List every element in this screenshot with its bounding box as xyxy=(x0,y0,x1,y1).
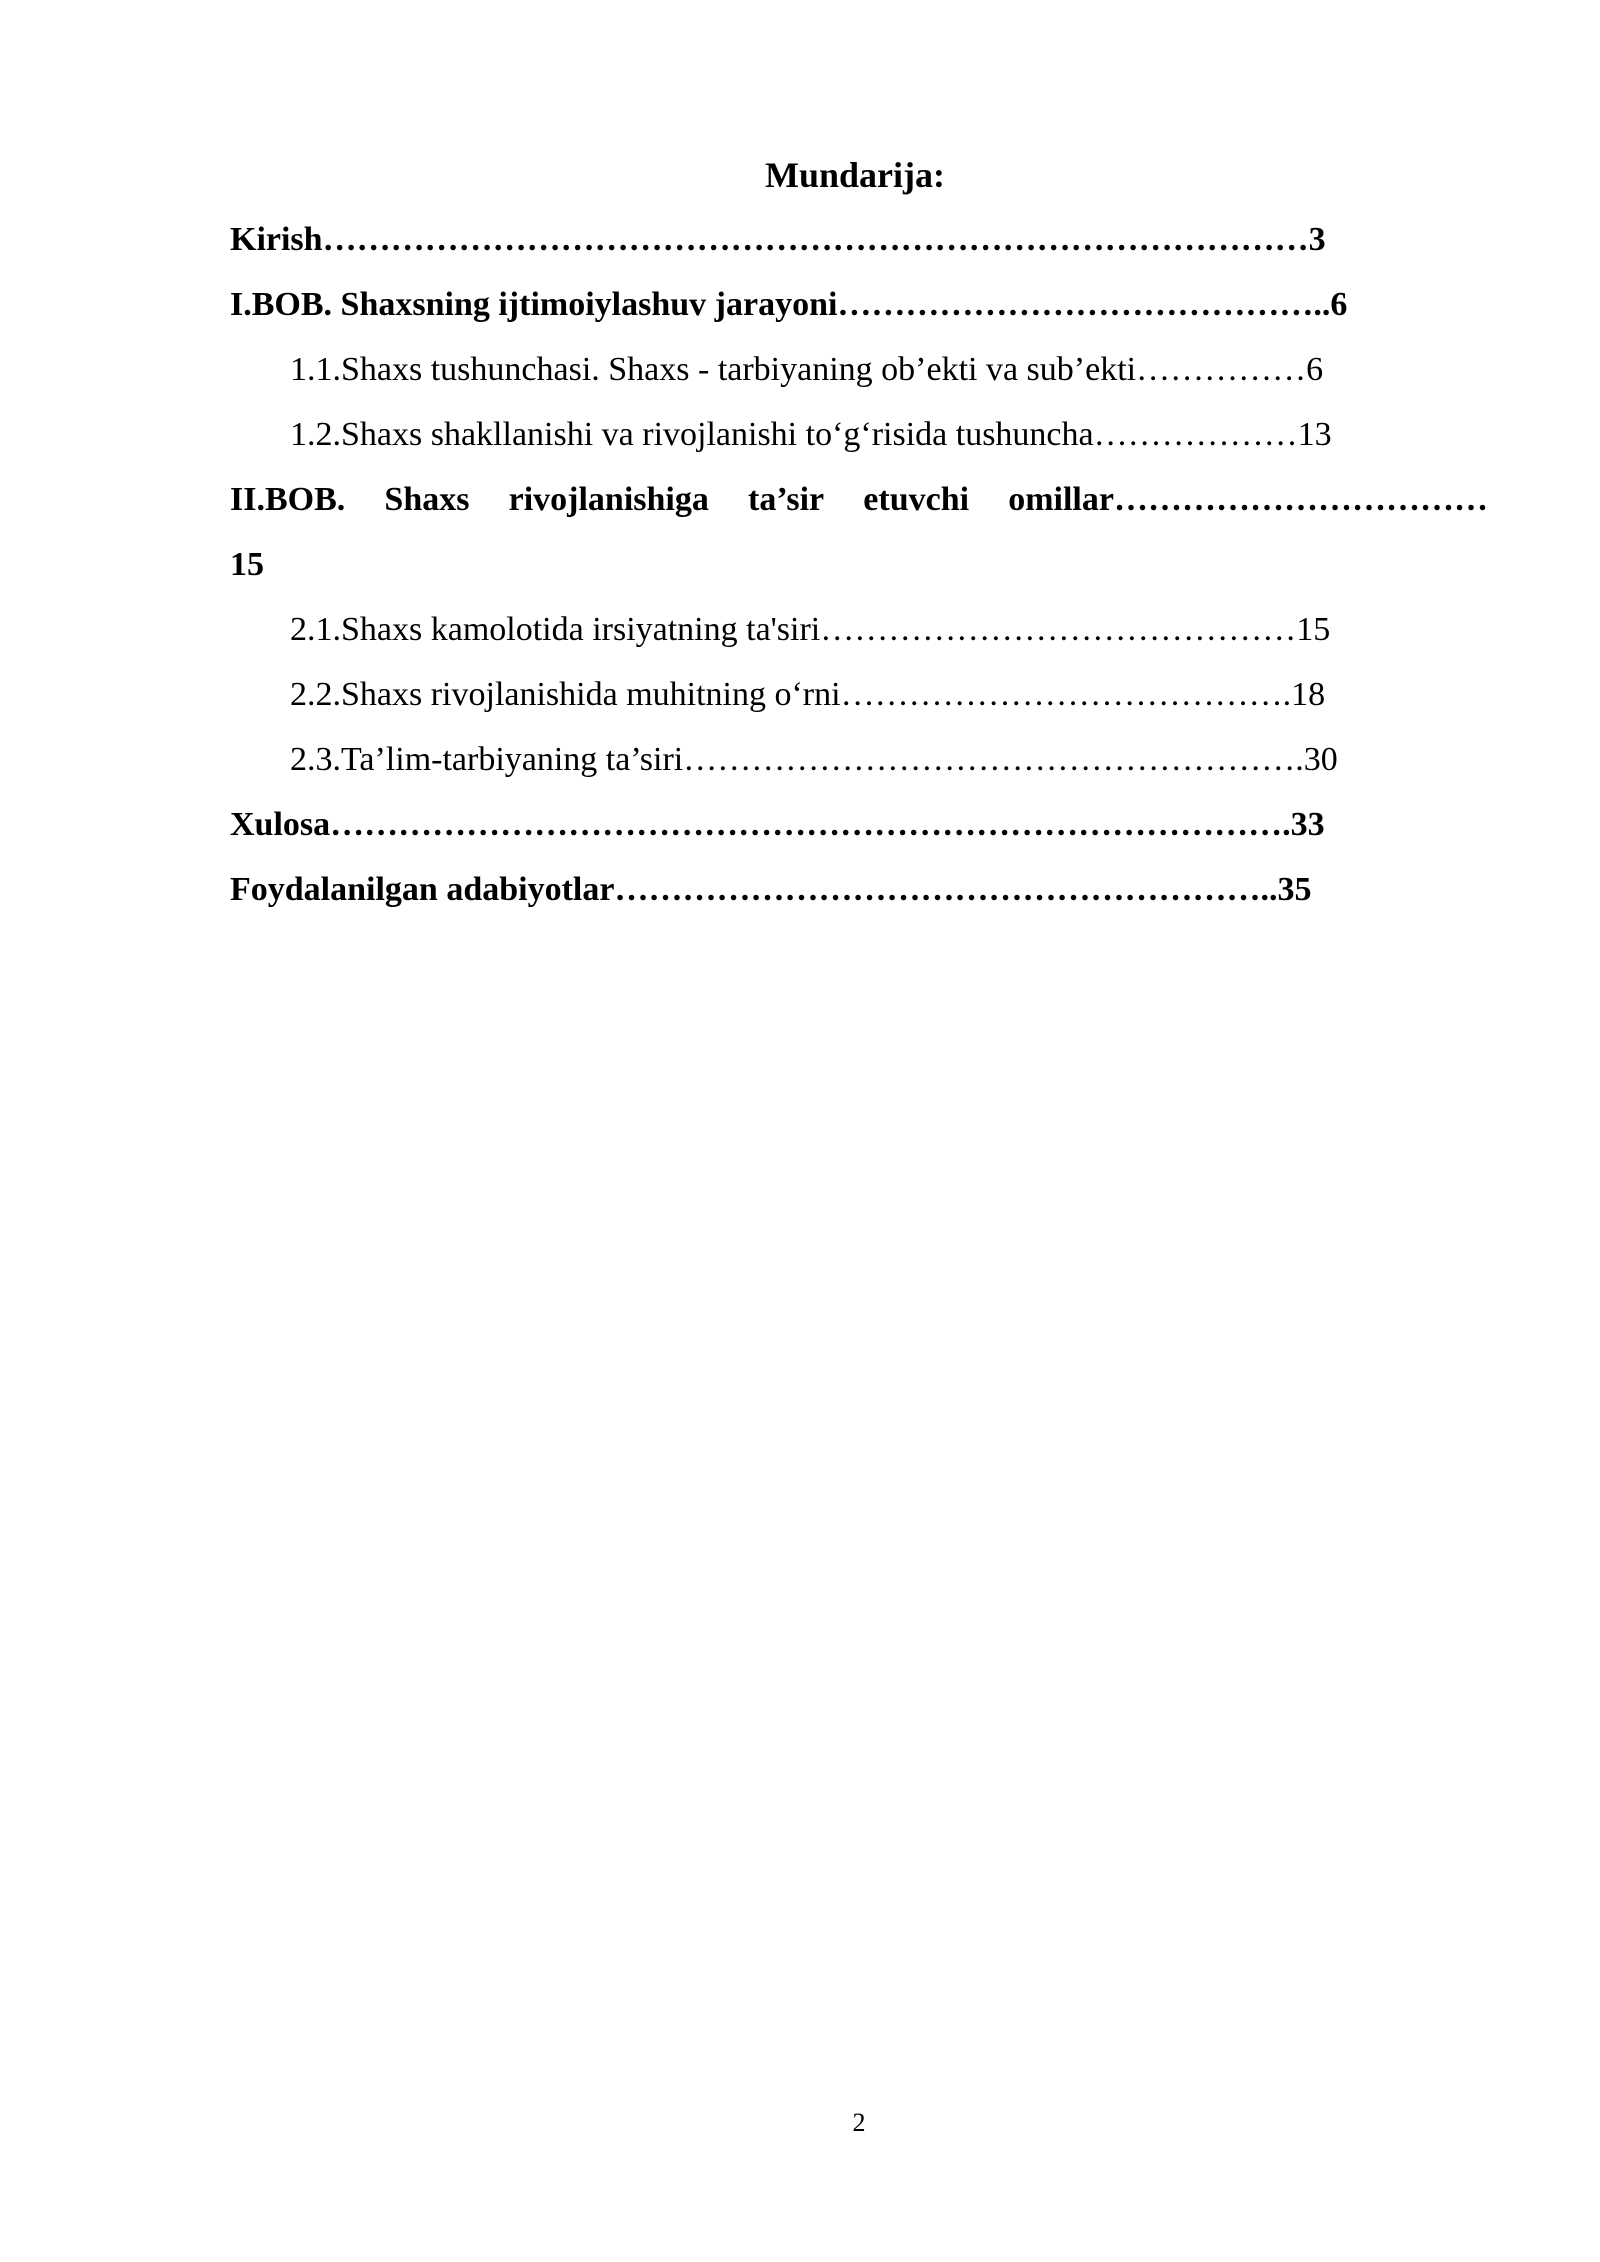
toc-entry-chapter-2-page: 15 xyxy=(230,546,264,583)
toc-entry-adabiyotlar: Foydalanilgan adabiyotlar…………………………………………………..35 xyxy=(230,871,1312,908)
toc-entry-xulosa: Xulosa………………………………………………………………………….33 xyxy=(230,806,1325,843)
toc-word: ta’sir xyxy=(748,481,825,518)
toc-entry-section-2-1: 2.1.Shaxs kamolotida irsiyatning ta'siri……………………………………15 xyxy=(290,611,1331,648)
toc-entry-section-2-2: 2.2.Shaxs rivojlanishida muhitning o‘rni………………………………….18 xyxy=(290,676,1326,713)
toc-entry-section-1-2: 1.2.Shaxs shakllanishi va rivojlanishi to‘g‘risida tushuncha………………13 xyxy=(290,416,1332,453)
toc-entry-section-1-1: 1.1.Shaxs tushunchasi. Shaxs - tarbiyaning ob’ekti va sub’ekti……………6 xyxy=(290,351,1324,388)
toc-title: Mundarija: xyxy=(765,155,945,195)
page-number: 2 xyxy=(852,2108,866,2137)
toc-entry-kirish: Kirish……………………………………………………………………………3 xyxy=(230,221,1326,258)
toc-word: II.BOB. xyxy=(230,481,346,518)
toc-entry-chapter-2 xyxy=(230,475,1488,525)
toc-word: omillar…………………………… xyxy=(1008,481,1488,518)
toc-entry-chapter-1: I.BOB. Shaxsning ijtimoiylashuv jarayoni……………………………………..6 xyxy=(230,286,1348,323)
toc-word: etuvchi xyxy=(863,481,970,518)
toc-word: rivojlanishiga xyxy=(508,481,709,518)
toc-word: Shaxs xyxy=(384,481,470,518)
toc-entry-section-2-3: 2.3.Ta’lim-tarbiyaning ta’siri……………………………………………….30 xyxy=(290,741,1338,778)
